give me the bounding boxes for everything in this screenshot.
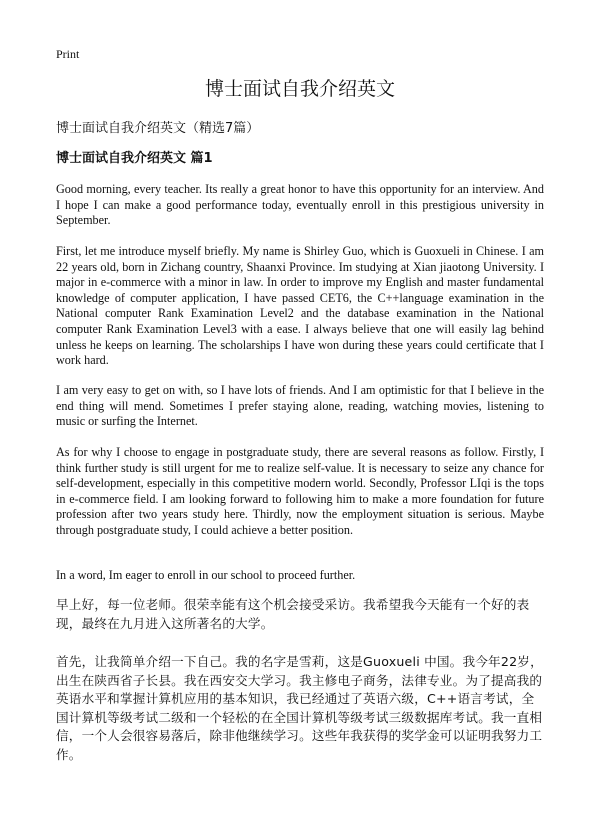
english-paragraph: Good morning, every teacher. Its really a great honor to have this opportunity for an interview. And I hope I can make a good performance today, eventually enroll in this prestigious university in September. (56, 182, 544, 228)
section-heading: 博士面试自我介绍英文 篇1 (56, 151, 213, 166)
english-paragraph: First, let me introduce myself briefly. My name is Shirley Guo, which is Guoxueli in Chinese. I am 22 years old, born in Zichang country, Shaanxi Province. Im studying at Xian jiaotong University. I major in e-commerce with a minor in law. In order to improve my English and master fundamental knowledge of computer application, I have passed CET6, the C++language examination in the National computer Rank Examination Level2 and the database examination in the National computer Rank Examination Level3 with a ease. I always believe that one will easily lag behind unless he keeps on learning. The scholarships I have won during these years could certificate that I work hard. (56, 244, 544, 368)
document-subtitle: 博士面试自我介绍英文（精选7篇） (56, 121, 260, 136)
chinese-paragraph: 早上好，每一位老师。很荣幸能有这个机会接受采访。我希望我今天能有一个好的表现，最终在九月进入这所著名的大学。 (56, 597, 530, 631)
print-link[interactable]: Print (56, 47, 80, 61)
chinese-paragraph: 首先，让我简单介绍一下自己。我的名字是雪莉，这是Guoxueli 中国。我今年22岁，出生在陕西省子长县。我在西安交大学习。我主修电子商务，法律专业。为了提高我的英语水平和掌握计算机应用的基本知识，我已经通过了英语六级，C++语言考试，全国计算机等级考试二级和一个轻松的在全国计算机等级考试三级数据库考试。我一直相信，一个人会很容易落后，除非他继续学习。这些年我获得的奖学金可以证明我努力工作。 (56, 654, 543, 762)
english-paragraph: As for why I choose to engage in postgraduate study, there are several reasons as follow. Firstly, I think further study is still urgent for me to realize self-value. It is necessary to seize any chance for self-development, especially in this competitive modern world. Secondly, Professor LIqi is the tops in e-commerce field. I am looking forward to following him to make a more foundation for future profession after two years study here. Thirdly, now the employment situation is serious. Maybe through postgraduate study, I could achieve a better position. (56, 445, 544, 537)
document-title: 博士面试自我介绍英文 (204, 78, 395, 100)
english-paragraph: In a word, Im eager to enroll in our school to proceed further. (56, 568, 356, 582)
english-paragraph: I am very easy to get on with, so I have lots of friends. And I am optimistic for that I believe in the end thing will mend. Sometimes I prefer staying alone, reading, watching movies, listening to music or surfing the Internet. (56, 383, 544, 429)
